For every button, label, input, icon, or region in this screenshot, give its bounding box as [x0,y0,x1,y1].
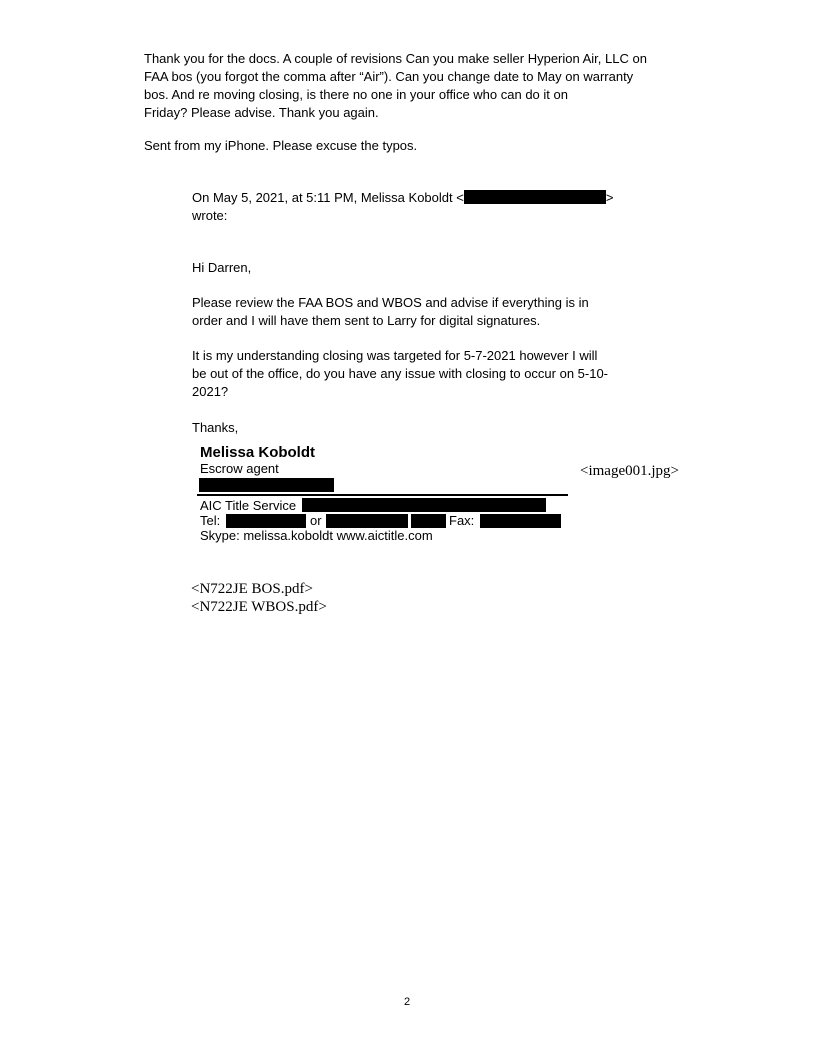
quoted-header-suffix: > [605,190,614,205]
image-placeholder: <image001.jpg> [580,463,679,479]
reply-line-4: Friday? Please advise. Thank you again. [144,105,379,120]
or-label: or [310,513,322,528]
reply-line-2: FAA bos (you forgot the comma after “Air”). Can you change date to May on warranty [144,69,634,84]
para1-line-1: Please review the FAA BOS and WBOS and advise if everything is in [192,295,589,310]
attachment-wbos[interactable]: <N722JE WBOS.pdf> [191,599,327,615]
attachment-bos[interactable]: <N722JE BOS.pdf> [191,581,313,597]
para2-line-1: It is my understanding closing was targeted for 5-7-2021 however I will [192,348,598,363]
signature-divider [197,494,568,496]
para2-line-2: be out of the office, do you have any issue with closing to occur on 5-10- [192,366,609,381]
redacted-tel-2 [326,514,408,528]
reply-line-3: bos. And re moving closing, is there no one in your office who can do it on [144,87,568,102]
redacted-tel-1 [226,514,306,528]
signature-name: Melissa Koboldt [200,444,316,461]
tel-label: Tel: [200,513,221,528]
quoted-header-prefix: On May 5, 2021, at 5:11 PM, Melissa Koboldt < [192,190,464,205]
page-number: 2 [404,996,411,1008]
signature-title: Escrow agent [200,461,279,476]
signature-skype: Skype: melissa.koboldt www.aictitle.com [200,528,433,543]
sent-from-iphone: Sent from my iPhone. Please excuse the typos. [144,138,418,153]
redacted-phone [199,478,334,492]
para2-line-3: 2021? [192,384,229,399]
quoted-header-line-2: wrote: [192,208,228,223]
reply-line-1: Thank you for the docs. A couple of revisions Can you make seller Hyperion Air, LLC on [144,51,647,66]
quoted-header-line-1 [192,189,613,207]
redacted-address [302,498,546,512]
redacted-email [464,190,606,204]
fax-label: Fax: [449,513,475,528]
redacted-tel-ext [411,514,446,528]
greeting: Hi Darren, [192,260,252,275]
signature-company: AIC Title Service [200,498,297,513]
closing: Thanks, [192,420,239,435]
redacted-fax [480,514,561,528]
para1-line-2: order and I will have them sent to Larry for digital signatures. [192,313,541,328]
